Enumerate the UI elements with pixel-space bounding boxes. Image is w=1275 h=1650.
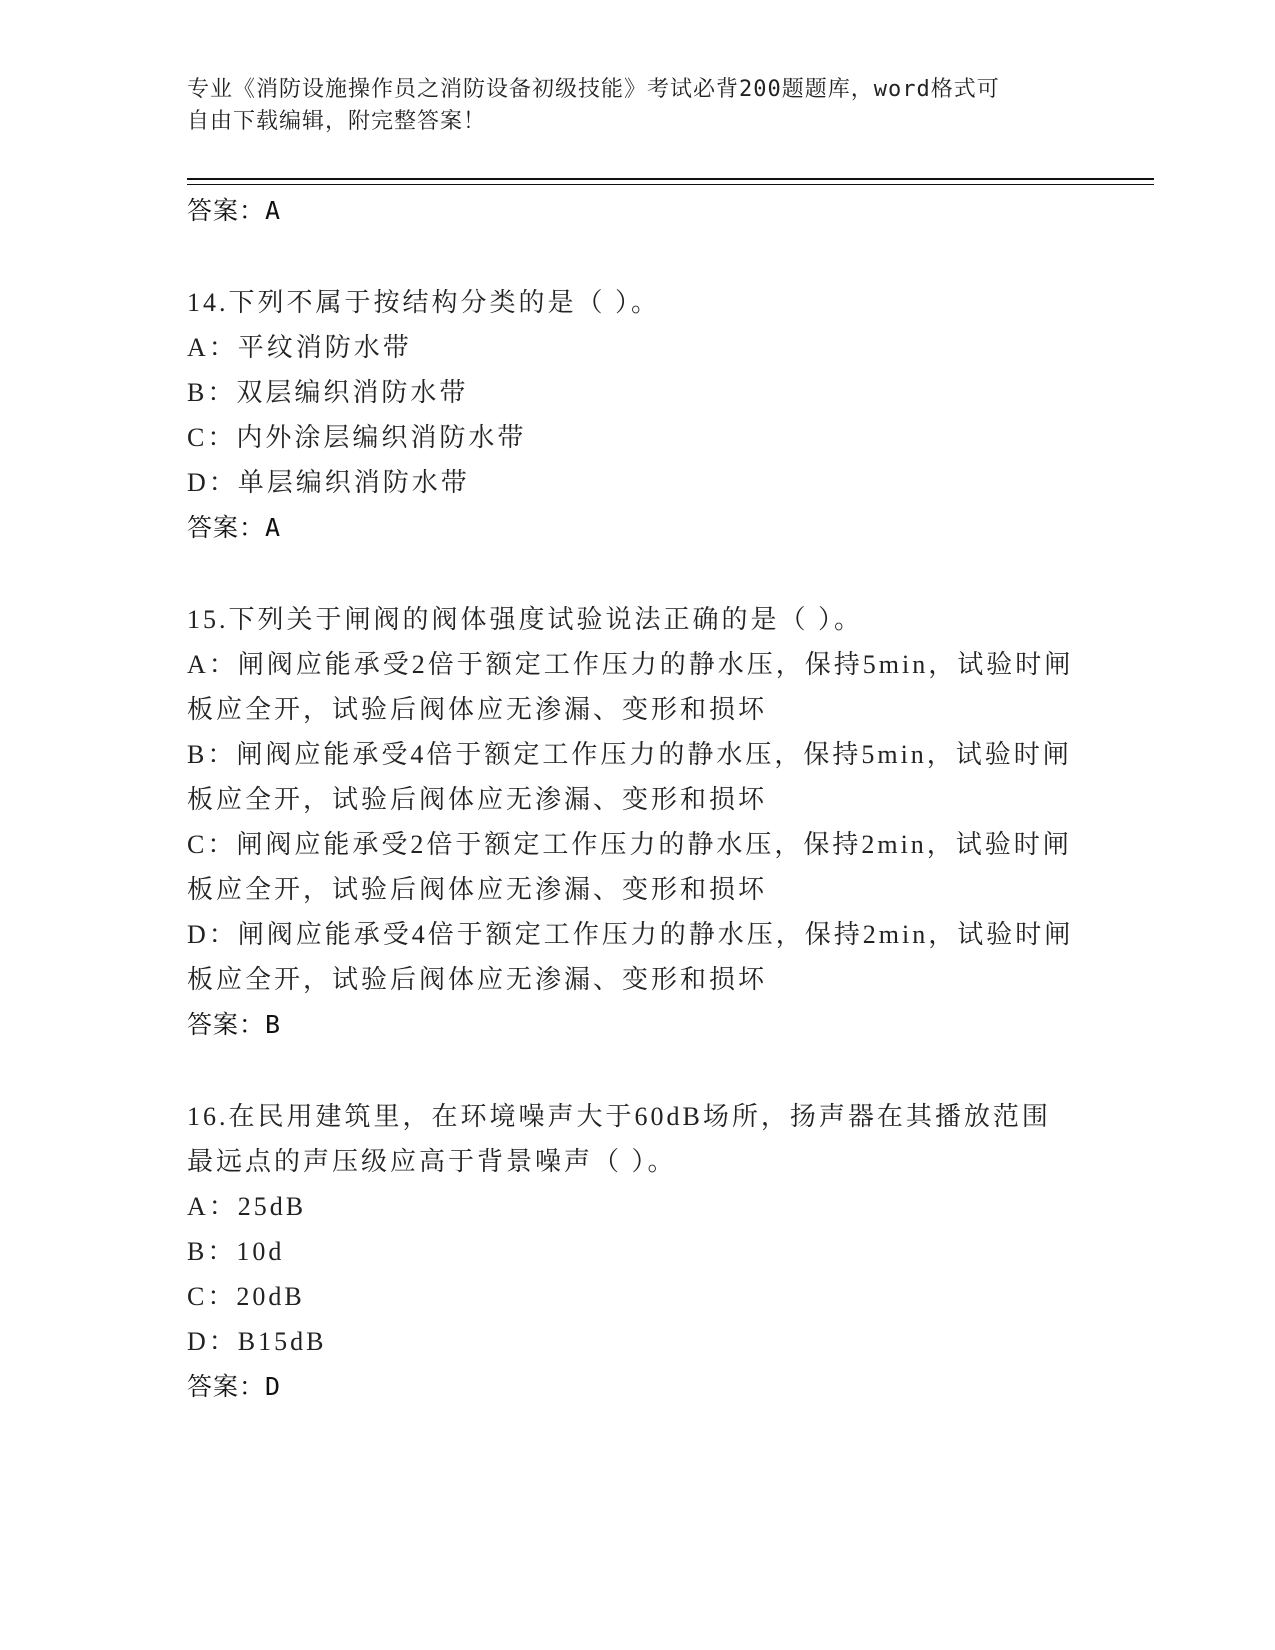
option-b: B：10d — [187, 1237, 285, 1266]
header-line-1: 专业《消防设施操作员之消防设备初级技能》考试必背200题题库，word格式可 — [187, 77, 1000, 102]
option-a-continued: 板应全开，试验后阀体应无渗漏、变形和损坏 — [187, 695, 768, 724]
question-14 — [187, 280, 1087, 550]
option-c: C：20dB — [187, 1282, 305, 1311]
option-d: D：闸阀应能承受4倍于额定工作压力的静水压，保持2min，试验时闸 — [187, 920, 1074, 949]
option-b-continued: 板应全开，试验后阀体应无渗漏、变形和损坏 — [187, 785, 768, 814]
question-stem: 14.下列不属于按结构分类的是（ ）。 — [187, 288, 661, 317]
question-16 — [187, 1094, 1087, 1409]
answer: 答案：D — [187, 1372, 282, 1401]
option-b: B：闸阀应能承受4倍于额定工作压力的静水压，保持5min，试验时闸 — [187, 740, 1072, 769]
option-d: D：单层编织消防水带 — [187, 468, 470, 497]
option-c: C：内外涂层编织消防水带 — [187, 423, 527, 452]
question-stem: 15.下列关于闸阀的阀体强度试验说法正确的是（ ）。 — [187, 605, 864, 634]
spacer — [187, 1047, 1087, 1094]
option-c: C：闸阀应能承受2倍于额定工作压力的静水压，保持2min，试验时闸 — [187, 830, 1072, 859]
option-c-continued: 板应全开，试验后阀体应无渗漏、变形和损坏 — [187, 875, 768, 904]
option-a: A：平纹消防水带 — [187, 333, 412, 362]
header-line-2: 自由下载编辑，附完整答案！ — [187, 109, 487, 134]
option-a: A：闸阀应能承受2倍于额定工作压力的静水压，保持5min，试验时闸 — [187, 650, 1074, 679]
answer-13: 答案：A — [187, 196, 282, 225]
question-15 — [187, 597, 1087, 1047]
spacer — [187, 233, 1087, 280]
header-rule-thick — [187, 178, 1154, 180]
option-d: D：B15dB — [187, 1327, 327, 1356]
question-body — [187, 188, 1087, 1409]
answer: 答案：B — [187, 1010, 282, 1039]
option-a: A：25dB — [187, 1192, 307, 1221]
question-stem: 16.在民用建筑里，在环境噪声大于60dB场所，扬声器在其播放范围 — [187, 1102, 1051, 1131]
option-b: B：双层编织消防水带 — [187, 378, 469, 407]
answer: 答案：A — [187, 513, 282, 542]
spacer — [187, 550, 1087, 597]
header-rule-thin — [187, 184, 1154, 185]
document-header — [187, 74, 1087, 138]
question-stem-continued: 最远点的声压级应高于背景噪声（ ）。 — [187, 1147, 677, 1176]
option-d-continued: 板应全开，试验后阀体应无渗漏、变形和损坏 — [187, 965, 768, 994]
